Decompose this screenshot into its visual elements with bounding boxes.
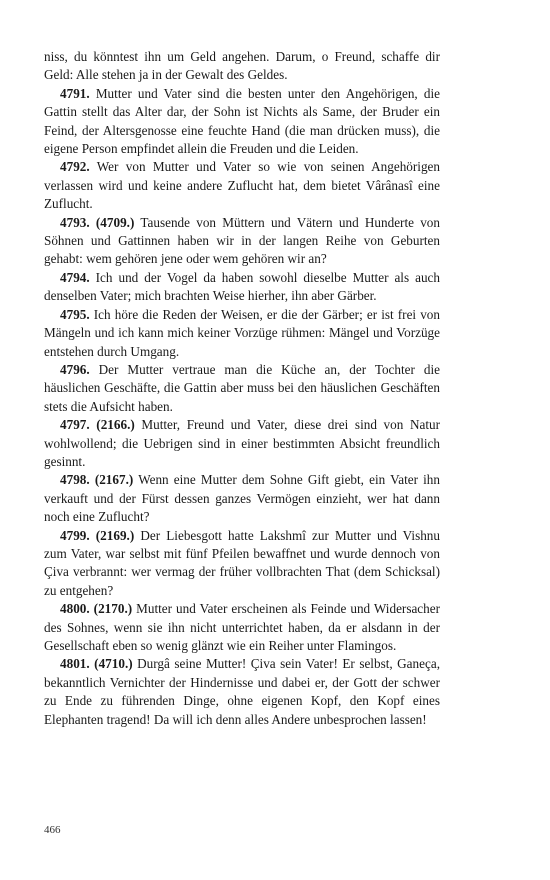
page-number: 466	[44, 824, 61, 836]
entry-text: Durgâ seine Mutter! Çiva sein Vater! Er selbst, Ganeça, bekanntlich Vernichter der Hindernisse und dabei er, der Gott der schwer zu Ende zu führenden Dinge, ohne eigenen Kopf, den Kopf eines Elephanten tragend! Da will ich denn alles Andere unbesprochen lassen!	[44, 656, 440, 727]
entry-paragraph	[44, 269, 440, 306]
entry-number: 4800. (2170.)	[60, 601, 133, 617]
entry-paragraph	[44, 655, 440, 729]
entry-paragraph	[44, 158, 440, 213]
entry-text: Mutter und Vater erscheinen als Feinde und Widersacher des Sohnes, wenn sie ihn nicht unterrichtet haben, da er alsdann in der Gesellschaft eben so wenig glänzt wie ein Reiher unter Flamingos.	[44, 601, 440, 653]
entry-text: Mutter und Vater sind die besten unter den Angehörigen, die Gattin stellt das Alter dar, der Sohn ist Nichts als Same, der Bruder ein Feind, der Altersgenosse eine feuchte Hand (die man drücken muss), die eigene Person empfindet allein die Freuden und die Leiden.	[44, 85, 440, 157]
entry-text: Mutter, Freund und Vater, diese drei sind von Natur wohlwollend; die Uebrigen sind in einer bestimmten Absicht freundlich gesinnt.	[44, 417, 440, 469]
entry-number: 4793. (4709.)	[60, 214, 135, 230]
entry-text: Wenn eine Mutter dem Sohne Gift giebt, ein Vater ihn verkauft und der Fürst dessen ganzes Vermögen einzieht, wer hat dann noch eine Zuflucht?	[44, 472, 440, 525]
entry-paragraph	[44, 600, 440, 655]
entry-number: 4797. (2166.)	[60, 417, 135, 433]
continuation-paragraph: niss, du könntest ihn um Geld angehen. Darum, o Freund, schaffe dir Geld: Alle stehen ja in der Gewalt des Geldes.	[44, 49, 440, 83]
entry-paragraph	[44, 85, 440, 159]
page-body	[44, 48, 440, 729]
entry-text: Ich höre die Reden der Weisen, er die der Gärber; er ist frei von Mängeln und ich kann mich keiner Vorzüge rühmen: Mängel und Vorzüge entstehen durch Umgang.	[44, 306, 440, 359]
entry-paragraph	[44, 416, 440, 471]
entry-number: 4794.	[60, 269, 90, 285]
entry-number: 4795.	[60, 306, 90, 322]
entry-paragraph	[44, 306, 440, 361]
entry-number: 4791.	[60, 85, 90, 101]
entry-number: 4796.	[60, 361, 90, 377]
entry-number: 4792.	[60, 159, 90, 175]
entry-text: Der Mutter vertraue man die Küche an, der Tochter die häuslichen Geschäfte, die Gattin aber muss bei den häuslichen Geschäften stets die Aufsicht haben.	[44, 361, 440, 414]
entry-paragraph	[44, 527, 440, 601]
entry-text: Der Liebesgott hatte Lakshmî zur Mutter und Vishnu zum Vater, war selbst mit fünf Pfeilen bewaffnet und wurde dennoch von Çiva verbrannt: wer vermag der früher vollbrachten That (dem Schicksal) zu entgehen?	[44, 527, 440, 598]
entry-text: Tausende von Müttern und Vätern und Hunderte von Söhnen und Gattinnen haben wir in der langen Reihe von Geburten gehabt: wem gehören jene oder wem gehören wir an?	[44, 214, 440, 267]
entry-paragraph	[44, 361, 440, 416]
entry-text: Wer von Mutter und Vater so wie von seinen Angehörigen verlassen wird und keine andere Zuflucht hat, dem bietet Vârânasî eine Zuflucht.	[44, 159, 440, 212]
entry-paragraph	[44, 214, 440, 269]
entry-paragraph	[44, 471, 440, 526]
entry-number: 4801. (4710.)	[60, 656, 133, 672]
entry-number: 4798. (2167.)	[60, 472, 134, 488]
entry-text: Ich und der Vogel da haben sowohl dieselbe Mutter als auch denselben Vater; mich brachten Weise hierher, ihn aber Gärber.	[44, 269, 440, 304]
entries-list	[44, 85, 440, 729]
entry-number: 4799. (2169.)	[60, 527, 135, 543]
